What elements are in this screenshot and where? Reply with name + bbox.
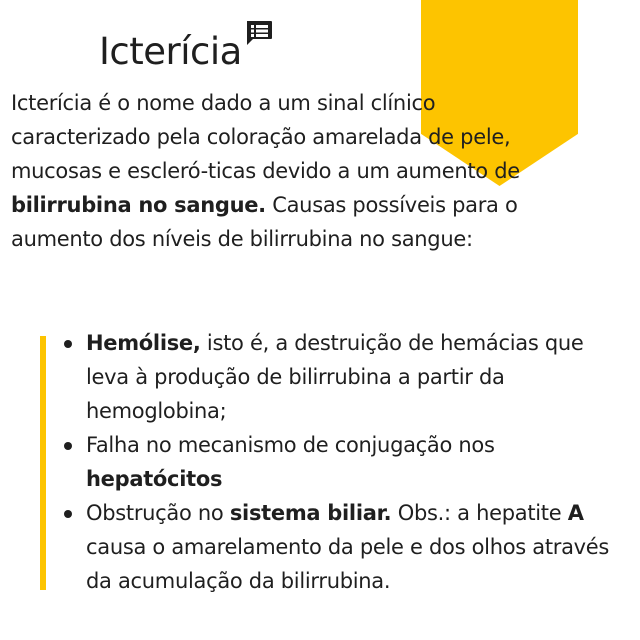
intro-text-1: Icterícia é o nome dado a um sinal clínico caracterizado pela coloração amarelada de pele, mucosas e escleró-ticas devido a um aumento de: [11, 91, 520, 183]
intro-bold-bilirubin: bilirrubina no sangue.: [11, 193, 266, 217]
cause-text: isto é, a destruição de hemácias que leva à produção de bilirrubina a partir da hemoglobina;: [86, 331, 584, 423]
causes-list: [62, 326, 627, 598]
cause-text: causa o amarelamento da pele e dos olhos através da acumulação da bilirrubina.: [86, 535, 610, 593]
cause-text: Obs.: a hepatite: [391, 501, 568, 525]
list-item: [62, 326, 627, 428]
list-item: [62, 428, 627, 496]
cause-bold: A: [567, 501, 584, 525]
intro-paragraph: [11, 86, 551, 256]
cause-text: Obstrução no: [86, 501, 230, 525]
intro-text-2: Causas possíveis para o aumento dos níveis de bilirrubina no sangue:: [11, 193, 518, 251]
chat-bubble: [247, 21, 272, 45]
cause-text: Falha no mecanismo de conjugação nos: [86, 433, 495, 457]
cause-bold: sistema biliar.: [229, 501, 392, 525]
cause-bold: hepatócitos: [86, 467, 223, 491]
accent-bar: [40, 336, 46, 590]
chat-list-icon: [244, 18, 274, 48]
cause-bold: Hemólise,: [86, 331, 201, 355]
list-item: [62, 496, 627, 598]
page-title: Icterícia: [99, 30, 242, 73]
